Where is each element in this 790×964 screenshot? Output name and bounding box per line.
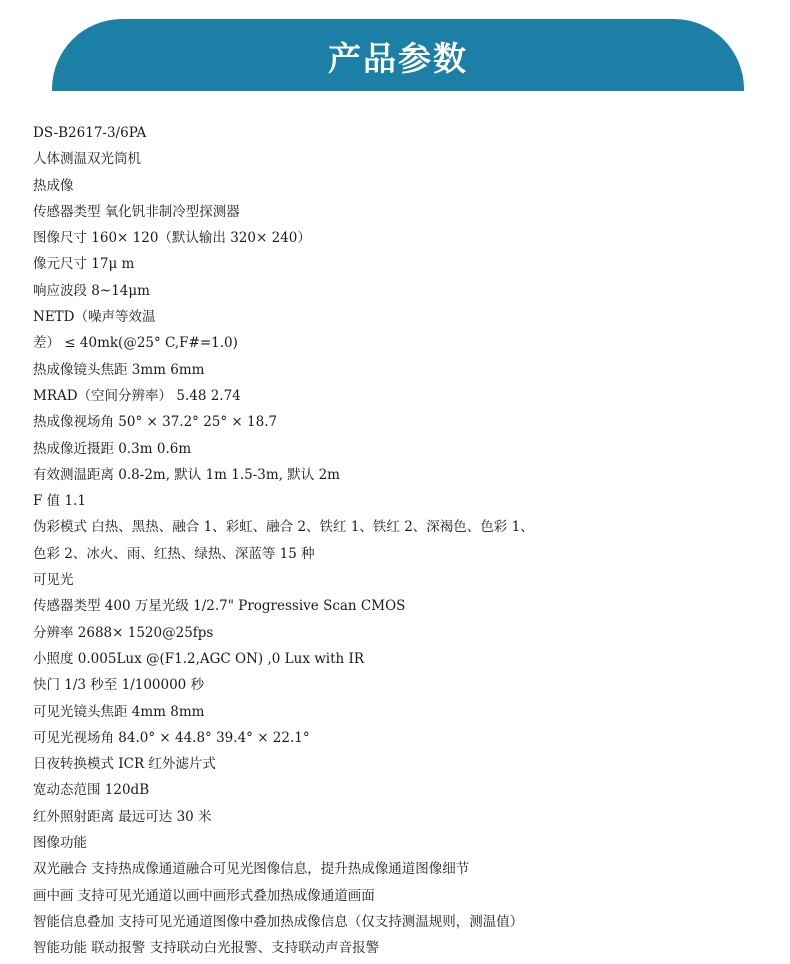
spec-line: 快门 1/3 秒至 1/100000 秒	[33, 677, 205, 694]
spec-line: 宽动态范围 120dB	[33, 782, 150, 799]
spec-line: 热成像镜头焦距 3mm 6mm	[33, 361, 205, 378]
spec-line: F 值 1.1	[33, 493, 86, 510]
spec-line: 画中画 支持可见光通道以画中画形式叠加热成像通道画面	[33, 887, 375, 904]
spec-line: 传感器类型 400 万星光级 1/2.7" Progressive Scan CMOS	[33, 598, 406, 615]
spec-list	[33, 120, 773, 962]
spec-line: 有效测温距离 0.8-2m, 默认 1m 1.5-3m, 默认 2m	[33, 466, 340, 483]
spec-heading-image-functions: 图像功能	[33, 835, 87, 852]
spec-heading-visible: 可见光	[33, 572, 74, 589]
spec-line: NETD（噪声等效温	[33, 309, 156, 326]
spec-line: 色彩 2、冰火、雨、红热、绿热、深蓝等 15 种	[33, 545, 315, 562]
spec-line: 图像尺寸 160× 120（默认输出 320× 240）	[33, 230, 311, 247]
section-title: 产品参数	[328, 38, 468, 78]
spec-line: MRAD（空间分辨率） 5.48 2.74	[33, 387, 241, 404]
spec-line: 像元尺寸 17μ m	[33, 256, 135, 273]
spec-line-model: DS-B2617-3/6PA	[33, 125, 147, 141]
spec-line: 伪彩模式 白热、黑热、融合 1、彩虹、融合 2、铁红 1、铁红 2、深褐色、色彩 1、	[33, 519, 534, 536]
spec-line: 分辨率 2688× 1520@25fps	[33, 624, 214, 641]
spec-line: 小照度 0.005Lux @(F1.2,AGC ON) ,0 Lux with IR	[33, 650, 365, 667]
spec-line: 可见光视场角 84.0° × 44.8° 39.4° × 22.1°	[33, 729, 310, 746]
spec-line: 传感器类型 氧化钒非制冷型探测器	[33, 203, 240, 220]
spec-line: 差） ≤ 40mk(@25° C,F#=1.0)	[33, 335, 238, 352]
spec-line-product-name: 人体测温双光筒机	[33, 151, 141, 168]
spec-line: 双光融合 支持热成像通道融合可见光图像信息，提升热成像通道图像细节	[33, 861, 470, 878]
section-header-banner	[52, 19, 744, 91]
spec-line: 热成像视场角 50° × 37.2° 25° × 18.7	[33, 414, 278, 431]
spec-line: 响应波段 8~14μm	[33, 282, 150, 299]
spec-line: 智能功能 联动报警 支持联动白光报警、支持联动声音报警	[33, 940, 380, 957]
spec-heading-thermal: 热成像	[33, 177, 74, 194]
spec-line: 红外照射距离 最远可达 30 米	[33, 808, 212, 825]
spec-line: 日夜转换模式 ICR 红外滤片式	[33, 756, 216, 773]
spec-line: 智能信息叠加 支持可见光通道图像中叠加热成像信息（仅支持测温规则，测温值）	[33, 913, 524, 930]
spec-line: 可见光镜头焦距 4mm 8mm	[33, 703, 205, 720]
spec-line: 热成像近摄距 0.3m 0.6m	[33, 440, 192, 457]
